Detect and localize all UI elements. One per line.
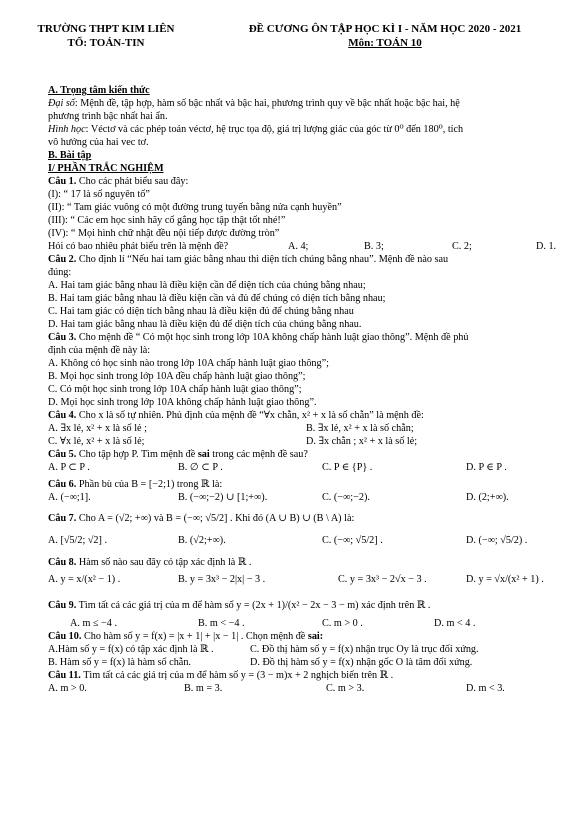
algebra-line [48, 97, 573, 110]
q1-option-a: A. 4; [288, 241, 309, 252]
q9-option-b: B. m < −4 . [198, 618, 245, 629]
q1-ask: Hỏi có bao nhiêu phát biểu trên là mệnh đề? [48, 241, 229, 252]
question-6 [48, 478, 573, 491]
q2-text-1: Cho định lí “Nếu hai tam giác bằng nhau thì diện tích chúng bằng nhau”. Mệnh đề nào sau [76, 254, 449, 265]
section-b-heading: B. Bài tập [48, 150, 92, 161]
q8-option-c: C. y = 3x³ − 2√x − 3 . [338, 574, 427, 585]
q7-option-a: A. [√5/2; √2] . [48, 535, 108, 546]
question-4 [48, 409, 573, 422]
q6-option-a: A. (−∞;1]. [48, 492, 91, 503]
q1-option-b: B. 3; [364, 241, 384, 252]
q2-option-b: B. Hai tam giác bằng nhau là điều kiện cần và đủ để chúng có diện tích bằng nhau; [48, 293, 386, 304]
q10-text-pre: Cho hàm số y = f(x) = |x + 1| + |x − 1| . Chọn mệnh đề [81, 631, 308, 642]
q4-text: Cho x là số tự nhiên. Phủ định của mệnh đề “∀x chẵn, x² + x là số chẵn” là mệnh đề: [76, 410, 424, 421]
q6-option-d: D. (2;+∞). [466, 492, 509, 503]
q1-statement-4: (IV): “ Mọi hình chữ nhật đều nội tiếp được đường tròn” [48, 228, 280, 239]
section-a-heading: A. Trọng tâm kiến thức [48, 85, 150, 96]
q4-row-2 [48, 435, 573, 448]
q5-option-d: D. P ∈ P . [466, 462, 507, 473]
q8-options [48, 569, 573, 591]
geometry-text-2: vô hướng của hai vec tơ. [48, 137, 149, 148]
q4-label: Câu 4. [48, 410, 77, 421]
q1-label: Câu 1. [48, 176, 77, 187]
q1-ask-row [48, 240, 573, 253]
q8-option-b: B. y = 3x³ − 2|x| − 3 . [178, 574, 266, 585]
q10-option-a: A.Hàm số y = f(x) có tập xác định là ℝ . [48, 644, 214, 655]
q11-option-d: D. m < 3. [466, 683, 505, 694]
q3-text-2: định của mệnh đề này là: [48, 345, 151, 356]
question-10 [48, 630, 573, 643]
algebra-text-1: : Mệnh đề, tập hợp, hàm số bậc nhất và bậc hai, phương trình quy về bậc nhất hoặc bậc hai, hệ [74, 98, 460, 109]
q10-row-1 [48, 643, 573, 656]
q8-label: Câu 8. [48, 557, 77, 568]
q1-statement-2: (II): “ Tam giác vuông có một đường trung tuyến bằng nửa cạnh huyền” [48, 202, 342, 213]
q9-option-c: C. m > 0 . [322, 618, 363, 629]
q7-option-b: B. (√2;+∞). [178, 535, 226, 546]
q10-option-c: C. Đồ thị hàm số y = f(x) nhận trục Oy là trục đối xứng. [250, 644, 479, 655]
q11-option-a: A. m > 0. [48, 683, 87, 694]
algebra-label: Đại số [48, 98, 75, 109]
q7-options [48, 530, 573, 552]
q10-label: Câu 10. [48, 631, 82, 642]
q3-option-a: A. Không có học sinh nào trong lớp 10A chấp hành luật giao thông”; [48, 358, 329, 369]
q3-option-c: C. Có một học sinh trong lớp 10A chấp hành luật giao thông”; [48, 384, 302, 395]
header-left [26, 22, 186, 50]
q2-option-c: C. Hai tam giác có diện tích bằng nhau là điều kiện đủ để chúng bằng nhau [48, 306, 354, 317]
q2-option-d: D. Hai tam giác bằng nhau là điều kiện đủ để diện tích của chúng bằng nhau. [48, 319, 362, 330]
q5-option-a: A. P ⊂ P . [48, 462, 90, 473]
q1-option-c: C. 2; [452, 241, 472, 252]
subject-title: Môn: TOÁN 10 [348, 37, 422, 49]
question-8 [48, 556, 573, 569]
school-name: TRƯỜNG THPT KIM LIÊN [37, 23, 175, 35]
document-title: ĐỀ CƯƠNG ÔN TẬP HỌC KÌ I - NĂM HỌC 2020 - 2021 [248, 23, 522, 35]
header-right [205, 22, 565, 50]
q5-options [48, 461, 573, 474]
q10-text-bold: sai: [307, 631, 324, 642]
q1-text: Cho các phát biểu sau đây: [76, 176, 189, 187]
q7-option-c: C. (−∞; √5/2] . [322, 535, 383, 546]
q6-options [48, 491, 573, 504]
q8-text: Hàm số nào sau đây có tập xác định là ℝ . [76, 557, 252, 568]
q3-option-b: B. Mọi học sinh trong lớp 10A đều chấp hành luật giao thông”; [48, 371, 306, 382]
question-5 [48, 448, 573, 461]
department-name: TỔ: TOÁN-TIN [67, 37, 145, 49]
part-1-heading: I/ PHẦN TRẮC NGHIỆM [48, 163, 164, 174]
q10-option-b: B. Hàm số y = f(x) là hàm số chẵn. [48, 657, 191, 668]
question-7 [48, 508, 573, 530]
q10-option-d: D. Đồ thị hàm số y = f(x) nhận gốc O là tâm đối xứng. [250, 657, 473, 668]
question-11 [48, 669, 573, 682]
q5-text-post: trong các mệnh đề sau? [209, 449, 308, 460]
q6-label: Câu 6. [48, 479, 77, 490]
q2-option-a: A. Hai tam giác bằng nhau là điều kiện cần để diện tích của chúng bằng nhau; [48, 280, 366, 291]
q11-option-c: C. m > 3. [326, 683, 365, 694]
q2-text-2: đúng: [48, 267, 72, 278]
q9-options [48, 617, 573, 630]
q7-option-d: D. (−∞; √5/2) . [466, 535, 528, 546]
q3-option-d: D. Mọi học sinh trong lớp 10A không chấp hành luật giao thông”. [48, 397, 317, 408]
q3-text-1: Cho mệnh đề “ Có một học sinh trong lớp 10A không chấp hành luật giao thông”. Mệnh đề phủ [76, 332, 469, 343]
q6-option-b: B. (−∞;−2) ∪ [1;+∞). [178, 492, 268, 503]
q7-text: Cho A = (√2; +∞) và B = (−∞; √5/2] . Khi đó (A ∪ B) ∪ (B \ A) là: [76, 513, 355, 524]
q4-row-1 [48, 422, 573, 435]
q10-row-2 [48, 656, 573, 669]
q4-option-b: B. ∃x lẻ, x² + x là số chẵn; [306, 423, 414, 434]
q5-option-b: B. ∅ ⊂ P . [178, 462, 223, 473]
q4-option-d: D. ∃x chẵn ; x² + x là số lẻ; [306, 436, 418, 447]
q7-label: Câu 7. [48, 513, 77, 524]
algebra-text-2: phương trình bậc nhất hai ẩn. [48, 111, 168, 122]
q8-option-a: A. y = x/(x² − 1) . [48, 574, 121, 585]
q9-label: Câu 9. [48, 600, 77, 611]
q11-label: Câu 11. [48, 670, 81, 681]
geometry-line [48, 123, 573, 136]
q5-label: Câu 5. [48, 449, 77, 460]
q1-option-d: D. 1. [536, 241, 557, 252]
question-2 [48, 253, 573, 266]
q11-options [48, 682, 573, 695]
q5-option-c: C. P ∈ {P} . [322, 462, 373, 473]
q2-label: Câu 2. [48, 254, 77, 265]
q9-text: Tìm tất cả các giá trị của m để hàm số y = (2x + 1)/(x² − 2x − 3 − m) xác định trên ℝ . [76, 600, 431, 611]
q5-text-bold: sai [197, 449, 210, 460]
q9-option-a: A. m ≤ −4 . [70, 618, 117, 629]
q11-option-b: B. m = 3. [184, 683, 223, 694]
question-3 [48, 331, 573, 344]
geometry-text-1: : Véctơ và các phép toán véctơ, hệ trục tọa độ, giá trị lượng giác của góc từ 0⁰ đến 180⁰, tích [85, 124, 464, 135]
q4-option-c: C. ∀x lẻ, x² + x là số lẻ; [48, 436, 145, 447]
question-1 [48, 175, 573, 188]
q11-text: Tìm tất cả các giá trị của m để hàm số y = (3 − m)x + 2 nghịch biến trên ℝ . [80, 670, 394, 681]
document-body [48, 84, 573, 695]
q6-option-c: C. (−∞;−2). [322, 492, 370, 503]
q5-text-pre: Cho tập hợp P. Tìm mệnh đề [76, 449, 198, 460]
q6-text: Phần bù của B = [−2;1) trong ℝ là: [76, 479, 223, 490]
question-9 [48, 595, 573, 617]
geometry-label: Hình học [48, 124, 86, 135]
q8-option-d: D. y = √x/(x² + 1) . [466, 574, 544, 585]
q9-option-d: D. m < 4 . [434, 618, 476, 629]
q4-option-a: A. ∃x lẻ, x² + x là số lẻ ; [48, 423, 147, 434]
q1-statement-1: (I): “ 17 là số nguyên tố” [48, 189, 150, 200]
q1-statement-3: (III): “ Các em học sinh hãy cố gắng học tập thật tốt nhé!” [48, 215, 286, 226]
q3-label: Câu 3. [48, 332, 77, 343]
